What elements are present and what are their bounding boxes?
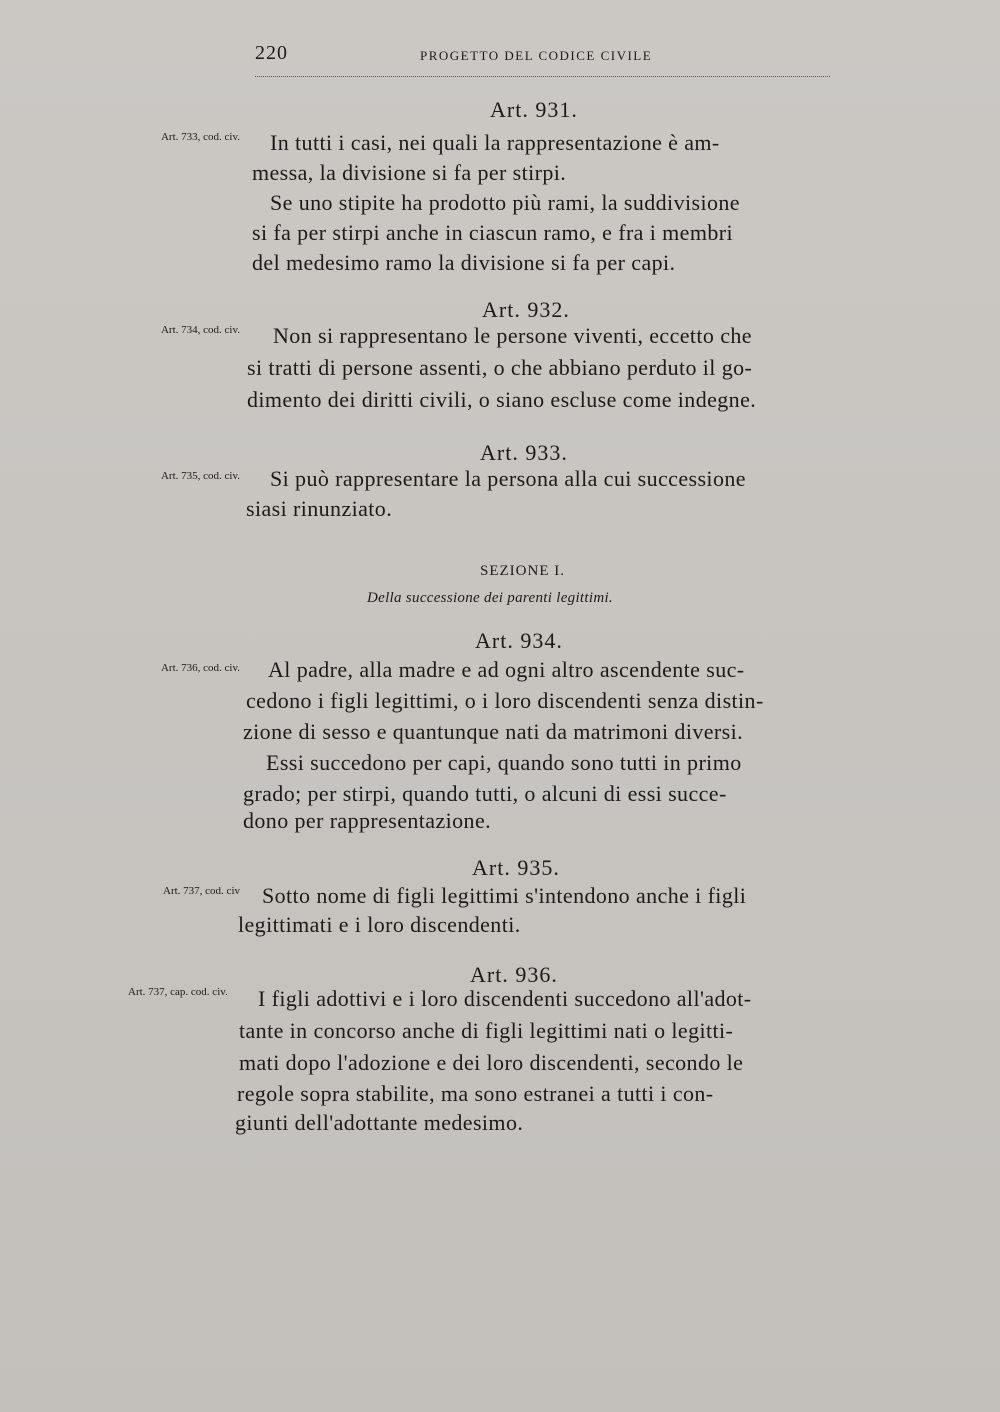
text-line: zione di sesso e quantunque nati da matrimoni diversi. — [243, 719, 743, 744]
margin-note: Art. 735, cod. civ. — [160, 470, 240, 482]
text-line: giunti dell'adottante medesimo. — [235, 1110, 524, 1135]
text-line: In tutti i casi, nei quali la rappresentazione è am- — [270, 130, 720, 155]
text-line: Non si rappresentano le persone viventi, eccetto che — [273, 323, 752, 348]
text-line: Si può rappresentare la persona alla cui successione — [270, 466, 746, 491]
text-line: cedono i figli legittimi, o i loro discendenti senza distin- — [246, 688, 764, 713]
page-header — [255, 40, 830, 80]
article-title: Art. 935. — [472, 855, 560, 880]
text-line: I figli adottivi e i loro discendenti succedono all'adot- — [258, 986, 752, 1011]
text-line: messa, la divisione si fa per stirpi. — [252, 160, 567, 185]
section-title: SEZIONE I. — [480, 563, 565, 579]
text-line: Al padre, alla madre e ad ogni altro ascendente suc- — [268, 657, 745, 682]
text-line: del medesimo ramo la divisione si fa per capi. — [252, 250, 676, 275]
text-line: dimento dei diritti civili, o siano escluse come indegne. — [247, 387, 757, 412]
text-line: Se uno stipite ha prodotto più rami, la suddivisione — [270, 190, 740, 215]
article-title: Art. 934. — [475, 628, 563, 653]
text-line: siasi rinunziato. — [246, 496, 393, 521]
section-subtitle: Della successione dei parenti legittimi. — [367, 590, 613, 606]
article-title: Art. 933. — [480, 440, 568, 465]
text-line: regole sopra stabilite, ma sono estranei a tutti i con- — [237, 1081, 714, 1106]
margin-note: Art. 737, cod. civ — [163, 885, 240, 897]
text-line: Sotto nome di figli legittimi s'intendono anche i figli — [262, 883, 747, 908]
margin-note: Art. 737, cap. cod. civ. — [128, 986, 228, 998]
article-title: Art. 932. — [482, 297, 570, 322]
header-rule — [255, 76, 830, 77]
text-line: dono per rappresentazione. — [243, 808, 492, 833]
margin-note: Art. 733, cod. civ. — [160, 131, 240, 143]
running-title: PROGETTO DEL CODICE CIVILE — [420, 48, 653, 63]
page-number: 220 — [255, 42, 288, 64]
text-line: Essi succedono per capi, quando sono tutti in primo — [266, 750, 742, 775]
article-title: Art. 931. — [490, 97, 578, 122]
margin-note: Art. 734, cod. civ. — [160, 324, 240, 336]
text-line: si tratti di persone assenti, o che abbiano perduto il go- — [247, 355, 753, 380]
margin-note: Art. 736, cod. civ. — [160, 662, 240, 674]
text-line: tante in concorso anche di figli legittimi nati o legitti- — [239, 1018, 734, 1043]
text-line: si fa per stirpi anche in ciascun ramo, e fra i membri — [252, 220, 733, 245]
article-title: Art. 936. — [470, 962, 558, 987]
text-line: mati dopo l'adozione e dei loro discendenti, secondo le — [239, 1050, 744, 1075]
text-line: legittimati e i loro discendenti. — [238, 912, 521, 937]
text-line: grado; per stirpi, quando tutti, o alcuni di essi succe- — [243, 781, 727, 806]
